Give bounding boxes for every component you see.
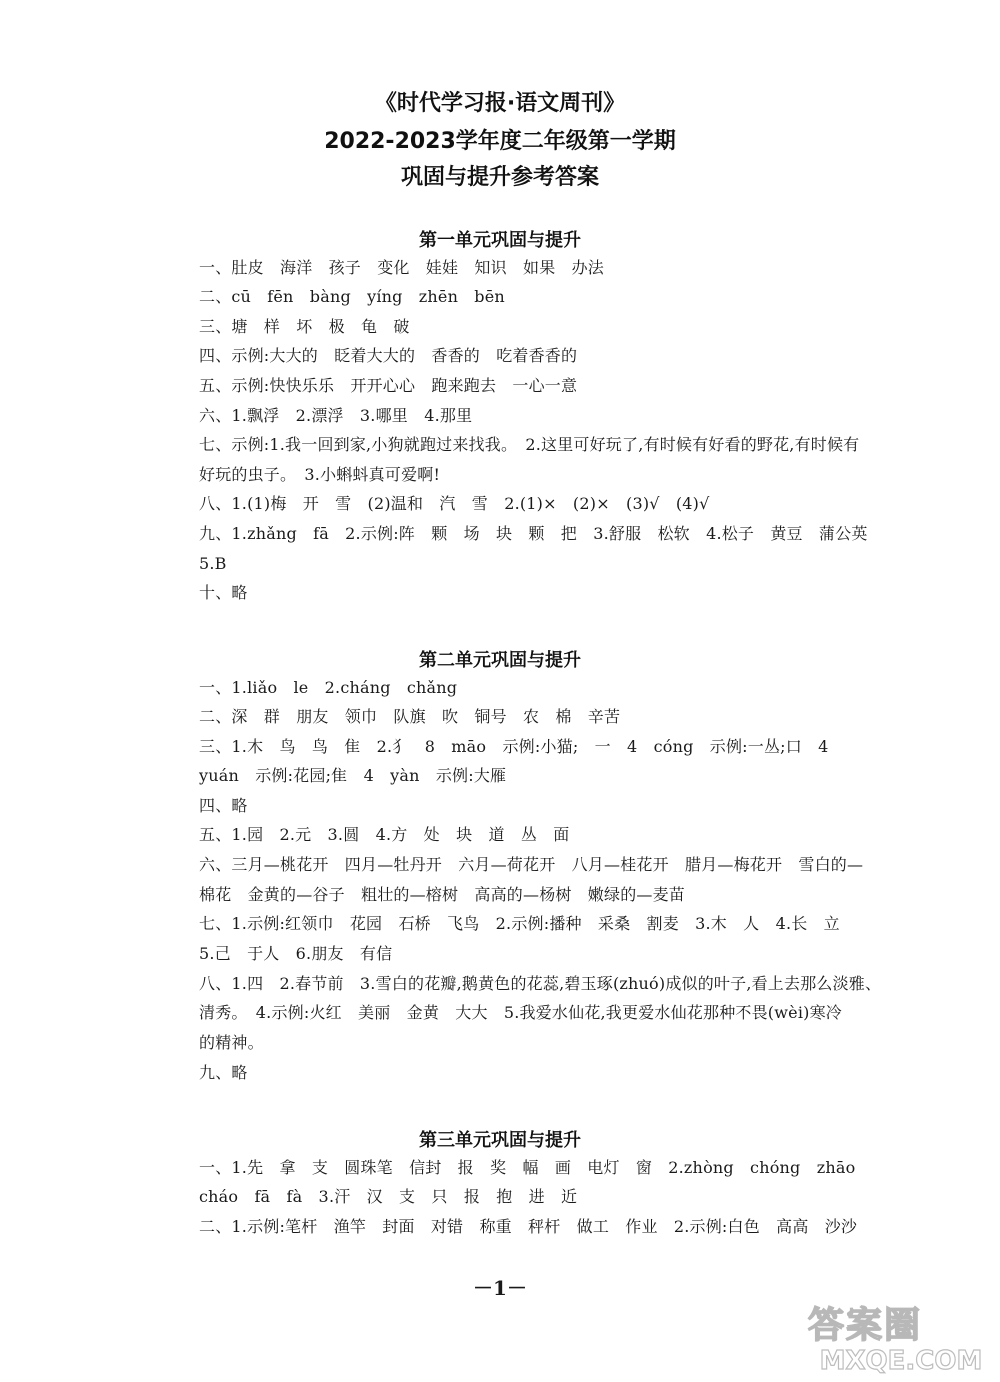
unit3-line: 一、1.先 拿 支 圆珠笔 信封 报 奖 幅 画 电灯 窗 2.zhòng chóng zhāo	[199, 1158, 856, 1177]
unit1-line: 四、示例:大大的 眨着大大的 香香的 吃着香香的	[199, 346, 578, 365]
unit3-heading: 第三单元巩固与提升	[419, 1130, 581, 1151]
unit3-line: 二、1.示例:笔杆 渔竿 封面 对错 称重 秤杆 做工 作业 2.示例:白色 高高 沙沙	[199, 1217, 858, 1236]
unit1-line: 九、1.zhǎng fā 2.示例:阵 颗 场 块 颗 把 3.舒服 松软 4.松子 黄豆 蒲公英	[199, 524, 868, 543]
unit2-line: 清秀。 4.示例:火红 美丽 金黄 大大 5.我爱水仙花,我更爱水仙花那种不畏(wèi)寒冷	[199, 1003, 842, 1022]
unit2-line: 二、深 群 朋友 领巾 队旗 吹 铜号 农 棉 辛苦	[199, 707, 621, 726]
unit1-line: 一、肚皮 海洋 孩子 变化 娃娃 知识 如果 办法	[199, 258, 605, 277]
unit2-line: 的精神。	[199, 1033, 264, 1052]
unit2-line: yuán 示例:花园;隹 4 yàn 示例:大雁	[199, 766, 507, 785]
unit1-line: 三、塘 样 坏 极 龟 破	[199, 317, 410, 336]
unit2-line: 四、略	[199, 796, 248, 815]
unit1-line: 好玩的虫子。 3.小蝌蚪真可爱啊!	[199, 465, 441, 484]
unit2-line: 八、1.四 2.春节前 3.雪白的花瓣,鹅黄色的花蕊,碧玉琢(zhuó)成似的叶子,看上去那么淡雅、	[199, 974, 882, 993]
unit2-line: 六、三月—桃花开 四月—牡丹开 六月—荷花开 八月—桂花开 腊月—梅花开 雪白的—	[199, 855, 864, 874]
page-number: －1－	[473, 1276, 527, 1300]
watermark-logo: 答案圈	[808, 1304, 923, 1346]
unit2-line: 5.己 于人 6.朋友 有信	[199, 944, 393, 963]
answer-title: 巩固与提升参考答案	[400, 165, 599, 190]
term-title: 2022-2023学年度二年级第一学期	[324, 129, 676, 154]
unit1-line: 六、1.飘浮 2.漂浮 3.哪里 4.那里	[199, 406, 473, 425]
watermark-url: MXQE.COM	[819, 1346, 983, 1376]
publication-title: 《时代学习报·语文周刊》	[374, 91, 626, 116]
unit2-line: 五、1.园 2.元 3.圆 4.方 处 块 道 丛 面	[199, 825, 570, 844]
unit2-heading: 第二单元巩固与提升	[419, 650, 581, 671]
unit1-line: 十、略	[199, 583, 248, 602]
unit3-line: cháo fā fà 3.汗 汉 支 只 报 抱 进 近	[199, 1187, 578, 1206]
unit1-heading: 第一单元巩固与提升	[419, 230, 581, 251]
unit1-line: 二、cū fēn bàng yíng zhēn bēn	[199, 287, 505, 306]
watermark	[808, 1300, 994, 1378]
unit1-line: 五、示例:快快乐乐 开开心心 跑来跑去 一心一意	[199, 376, 578, 395]
unit2-line: 九、略	[199, 1063, 248, 1082]
unit2-line: 三、1.木 鸟 鸟 隹 2.犭 8 māo 示例:小猫; 一 4 cóng 示例:一丛;口 4	[199, 737, 829, 756]
unit1-line: 5.B	[199, 554, 227, 573]
unit1-line: 七、示例:1.我一回到家,小狗就跑过来找我。 2.这里可好玩了,有时候有好看的野花,有时候有	[199, 435, 860, 454]
unit2-line: 七、1.示例:红领巾 花园 石桥 飞鸟 2.示例:播种 采桑 割麦 3.木 人 4.长 立	[199, 914, 840, 933]
unit1-line: 八、1.(1)梅 开 雪 (2)温和 汽 雪 2.(1)× (2)× (3)√ (4)√	[199, 494, 710, 513]
unit2-line: 棉花 金黄的—谷子 粗壮的—榕树 高高的—杨树 嫩绿的—麦苗	[199, 885, 686, 904]
unit2-line: 一、1.liǎo le 2.cháng chǎng	[199, 678, 458, 697]
